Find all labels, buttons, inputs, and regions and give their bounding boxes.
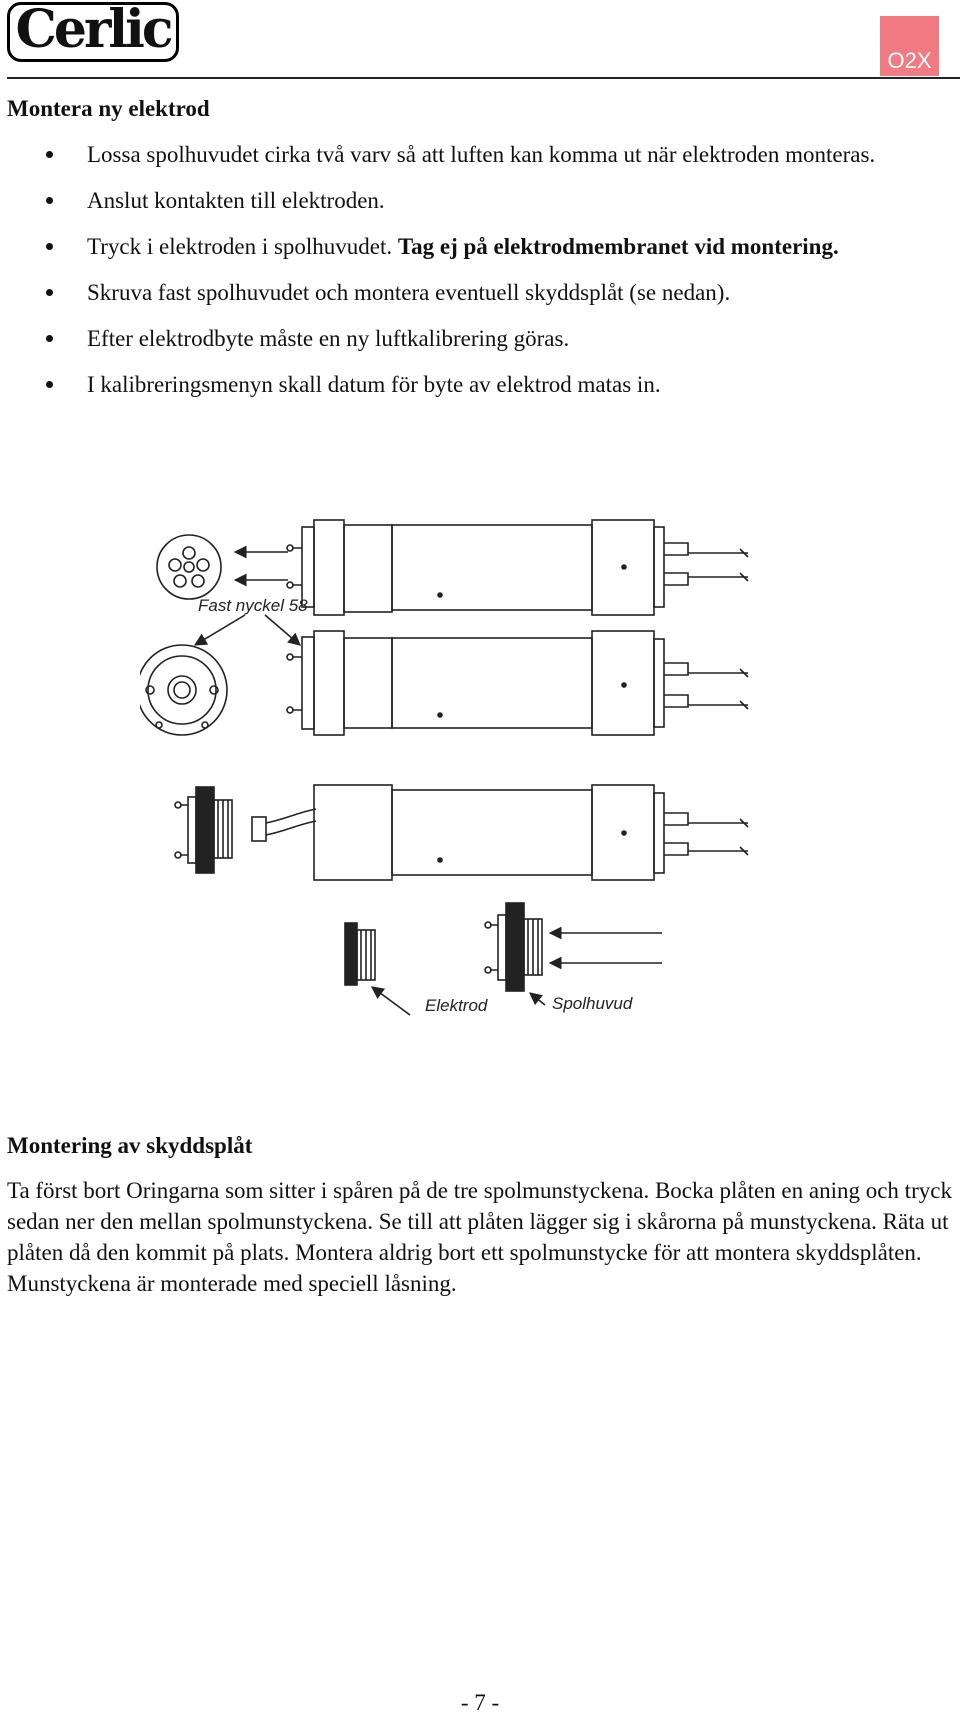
logo-text: Cerlic (15, 0, 171, 60)
list-item-text: Anslut kontakten till elektroden. (87, 188, 385, 213)
list-item (0, 231, 900, 262)
list-item (0, 369, 900, 400)
connector-face-icon (157, 535, 221, 599)
electrode-icon (345, 923, 375, 985)
list-item-text: Lossa spolhuvudet cirka två varv så att luften kan komma ut när elektroden monteras. (87, 142, 876, 167)
label-spolhuvud: Spolhuvud (552, 994, 633, 1013)
bullet-icon (46, 197, 53, 204)
list-item (0, 277, 900, 308)
bullet-icon (46, 335, 53, 342)
instruction-list (0, 139, 900, 415)
bullet-icon (46, 381, 53, 388)
spanner-face-icon (140, 645, 227, 735)
badge-text: O2X (887, 48, 932, 73)
electrode-assembly-diagram (140, 505, 820, 1115)
list-item-text: Skruva fast spolhuvudet och montera eventuell skyddsplåt (se nedan). (87, 280, 731, 305)
list-item-text: Efter elektrodbyte måste en ny luftkalibrering göras. (87, 326, 570, 351)
product-badge (880, 16, 939, 76)
header-rule (7, 77, 960, 79)
bullet-icon (46, 151, 53, 158)
cerlic-logo (7, 2, 179, 62)
list-item-text: Tryck i elektroden i spolhuvudet. (87, 234, 398, 259)
list-item (0, 139, 900, 170)
sensor-assembled-icon (287, 520, 748, 615)
bullet-icon (46, 243, 53, 250)
spool-head-icon (485, 903, 542, 991)
sensor-body-open-icon (314, 785, 748, 880)
electrode-cable-icon (252, 809, 316, 841)
spool-head-left-icon (175, 787, 232, 873)
list-item-bold: Tag ej på elektrodmembranet vid montering. (397, 234, 839, 259)
bullet-icon (46, 289, 53, 296)
label-elektrod: Elektrod (425, 996, 488, 1015)
label-fast-nyckel: Fast nyckel 58 (198, 596, 308, 615)
section-title-montera: Montera ny elektrod (7, 96, 210, 121)
sensor-with-key-icon (287, 631, 748, 735)
list-item (0, 185, 900, 216)
page-number: - 7 - (460, 1690, 500, 1715)
section-title-skyddsplat: Montering av skyddsplåt (7, 1133, 253, 1158)
body-paragraph: Ta först bort Oringarna som sitter i spåren på de tre spolmunstyckena. Bocka plåten en aning och tryck sedan ner den mellan spolmunstyckena. Se till att plåten lägger sig i skårorna på munstyckena. Räta ut plåten då den kommit på plats. Montera aldrig bort ett spolmunstycke för att montera skyddsplåten. Munstyckena är monterade med speciell låsning. (7, 1178, 952, 1296)
list-item (0, 323, 900, 354)
list-item-text: I kalibreringsmenyn skall datum för byte av elektrod matas in. (87, 372, 661, 397)
